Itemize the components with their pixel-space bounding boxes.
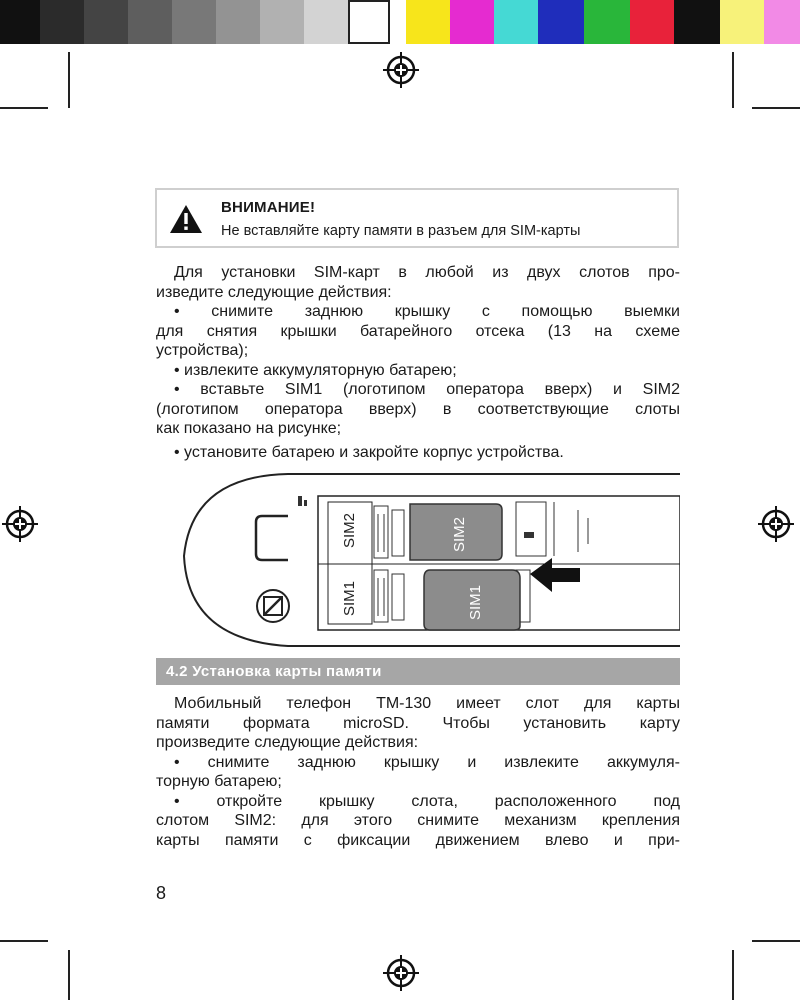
memory-card-instructions xyxy=(156,694,680,850)
text-line: слотом SIM2: для этого снимите механизм крепления xyxy=(156,812,680,829)
text-line: торную батарею; xyxy=(156,773,282,790)
text-line: • установите батарею и закройте корпус устройства. xyxy=(174,443,564,461)
warning-text: Не вставляйте карту памяти в разъем для SIM-карты xyxy=(221,223,581,239)
blue-swatch xyxy=(538,0,584,44)
crop-mark xyxy=(0,940,48,942)
text-line: карты памяти с фиксации движением влево и при- xyxy=(156,831,680,849)
crop-mark xyxy=(752,107,800,109)
text-line: • вставьте SIM1 (логотипом оператора вверх) и SIM2 xyxy=(174,381,680,398)
yellow-swatch xyxy=(406,0,450,44)
gray-swatch xyxy=(40,0,84,44)
pink-swatch xyxy=(764,0,800,44)
sim-insertion-diagram xyxy=(178,470,680,652)
crop-mark xyxy=(732,52,734,108)
text-line: изведите следующие действия: xyxy=(156,283,392,301)
text-line: произведите следующие действия: xyxy=(156,734,419,751)
warning-title: ВНИМАНИЕ! xyxy=(221,199,316,216)
crop-mark xyxy=(752,940,800,942)
gray-swatch xyxy=(216,0,260,44)
red-swatch xyxy=(630,0,674,44)
gray-swatch xyxy=(260,0,304,44)
crop-mark xyxy=(732,950,734,1000)
black-swatch xyxy=(674,0,720,44)
warning-box xyxy=(155,188,679,248)
text-line: устройства); xyxy=(156,342,249,359)
text-line: (логотипом оператора вверх) в соответствующие слоты xyxy=(156,400,680,418)
magenta-swatch xyxy=(450,0,494,44)
sim1-card xyxy=(424,570,520,630)
text-line: Мобильный телефон TM-130 имеет слот для карты xyxy=(174,695,680,712)
registration-mark-icon xyxy=(758,506,794,542)
text-line: • снимите заднюю крышку и извлеките аккумуля- xyxy=(174,753,680,771)
section-header: 4.2 Установка карты памяти xyxy=(156,658,680,685)
text-line: памяти формата microSD. Чтобы установить карту xyxy=(156,714,680,732)
cyan-swatch xyxy=(494,0,538,44)
crop-mark xyxy=(68,52,70,108)
text-line: • откройте крышку слота, расположенного под xyxy=(174,792,680,810)
text-line: Для установки SIM-карт в любой из двух слотов про- xyxy=(174,264,680,281)
registration-mark-icon xyxy=(2,506,38,542)
slot-sim2-label: SIM2 xyxy=(341,512,358,548)
sim1-card-label: SIM1 xyxy=(467,584,484,620)
text-line: как показано на рисунке; xyxy=(156,420,342,437)
registration-mark-icon xyxy=(383,52,419,88)
color-calibration-bar xyxy=(0,0,800,44)
registration-mark-icon xyxy=(383,955,419,991)
text-line: • снимите заднюю крышку с помощью выемки xyxy=(174,303,680,320)
green-swatch xyxy=(584,0,630,44)
slot-sim1-label: SIM1 xyxy=(341,580,358,616)
gray-swatch xyxy=(128,0,172,44)
text-line: для снятия крышки батарейного отсека (13 на схеме xyxy=(156,322,680,340)
crop-mark xyxy=(0,107,48,109)
gray-swatch xyxy=(84,0,128,44)
sim-instructions xyxy=(156,263,680,462)
warning-triangle-icon xyxy=(169,204,203,234)
light-yellow-swatch xyxy=(720,0,764,44)
gray-swatch xyxy=(348,0,390,44)
gray-swatch xyxy=(0,0,40,44)
text-line: • извлеките аккумуляторную батарею; xyxy=(174,361,457,379)
crop-mark xyxy=(68,950,70,1000)
sim2-card-label: SIM2 xyxy=(451,516,468,552)
gray-swatch xyxy=(304,0,348,44)
gray-swatch xyxy=(172,0,216,44)
page-number: 8 xyxy=(156,883,167,903)
sim2-card xyxy=(410,504,502,560)
